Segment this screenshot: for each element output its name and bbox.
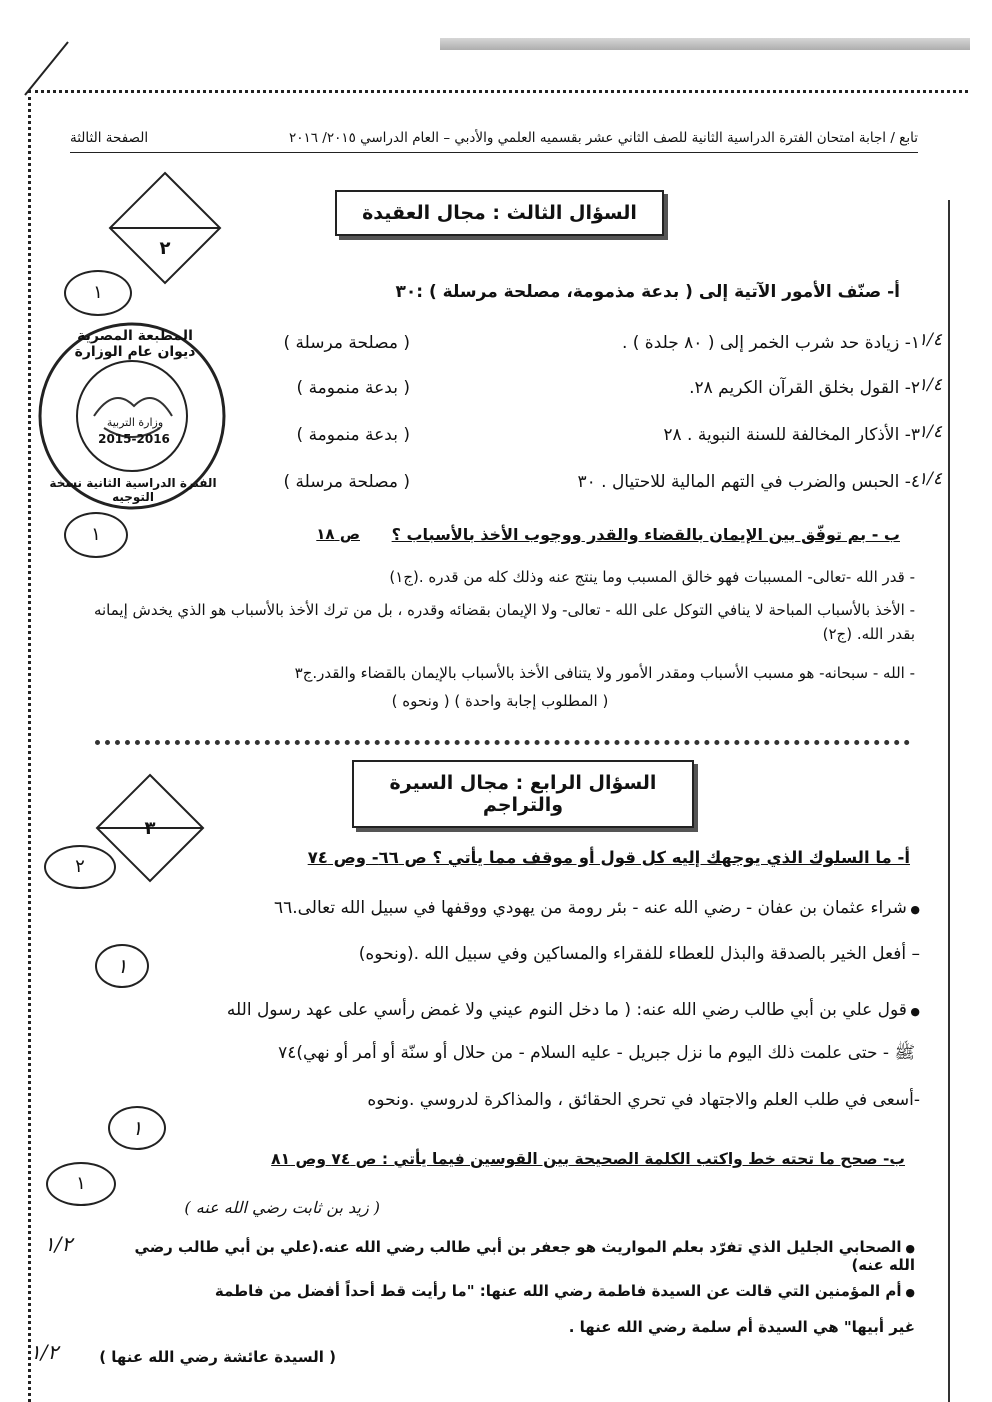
q3a-answer-2: ( بدعة منمومة )	[296, 378, 410, 398]
page-frame-left	[28, 90, 31, 1402]
q4b-mark-1: ١/٢	[44, 1232, 73, 1256]
q4a-line-4: ﷺ - حتى علمت ذلك اليوم ما نزل جبريل - عليه السلام - من حلال أو سنّة أو أمر أو نهي)٧٤	[278, 1043, 915, 1063]
header-title: تابع / اجابة امتحان الفترة الدراسية الثانية للصف الثاني عشر بقسميه العلمي والأدبي – العام الدراسي ٢٠١٥/ ٢٠١٦	[288, 130, 918, 146]
q4b-item-2: ● أم المؤمنين التي قالت عن السيدة فاطمة رضي الله عنها: "ما رأيت قط أحداً أفضل من فاطمة	[90, 1282, 915, 1300]
q3b-answer-2: - الأخذ بالأسباب المباحة لا ينافي التوكل على الله - تعالى- ولا الإيمان بقضائه وقدره ، بل من ترك الأخذ بالأسباب هو الذي يخدش إيمانه بقدر الله. (ج٢)	[93, 601, 915, 643]
page-frame-top	[28, 90, 968, 93]
q4-diamond-value: ٣	[144, 818, 156, 839]
q3-score-top: ١	[64, 270, 132, 316]
stamp-inner-text: الفترة الدراسية الثانية نسخة التوجيه	[49, 476, 217, 504]
q4a-line-2: – أفعل الخير بالصدقة والبذل للعطاء للفقراء والمساكين وفي سبيل الله .(ونحوه)	[358, 944, 920, 964]
q4a-hand-mark-2: ١	[108, 1106, 166, 1150]
q3b-prompt: ب - بم توفّق بين الإيمان بالقضاء والقدر ووجوب الأخذ بالأسباب ؟	[391, 525, 900, 544]
q3b-page-ref: ص ١٨	[316, 525, 360, 543]
q4b-score: ١	[46, 1162, 116, 1206]
q3a-item-2: ٢- القول بخلق القرآن الكريم ٢٨.	[689, 378, 920, 398]
q4b-item-2-answer: ( السيدة عائشة رضي الله عنها )	[99, 1348, 336, 1366]
q3a-answer-4: ( مصلحة مرسلة )	[283, 472, 410, 492]
q3b-answer-1: - قدر الله -تعالى- المسببات فهو خالق المسبب وما ينتج عنه وذلك كله من قدره .(ج١)	[389, 568, 915, 586]
q3a-mark-4: ١/٤	[918, 469, 942, 489]
stamp-center-text: وزارة التربية	[106, 416, 164, 429]
q4-title: السؤال الرابع : مجال السيرة والتراجم	[352, 760, 694, 828]
q4b-item-1: ● الصحابي الجليل الذي تفرّد بعلم المواريث هو جعفر بن أبي طالب رضي الله عنه.(علي بن أبي طالب رضي الله عنه)	[105, 1238, 915, 1274]
page-frame-right	[948, 200, 950, 1402]
stamp-year: 2015-2016	[98, 432, 170, 446]
q4b-handwritten-answer: ( زيد بن ثابت رضي الله عنه )	[184, 1198, 380, 1217]
q3b-answer-3: - الله - سبحانه- هو مسبب الأسباب ومقدر الأمور ولا يتنافى الأخذ بالأسباب بالإيمان بالقضاء والقدر.ج٣	[294, 664, 915, 682]
q3-title: السؤال الثالث : مجال العقيدة	[335, 190, 664, 236]
q4a-score: ٢	[44, 845, 116, 889]
q3-diamond-score	[105, 168, 225, 288]
page-label: الصفحة الثالثة	[70, 130, 149, 146]
q4a-line-3: ● قول علي بن أبي طالب رضي الله عنه: ( ما دخل النوم عيني ولا غمض رأسي على عهد رسول الله	[70, 1000, 920, 1020]
q4a-line-5: -أسعى في طلب العلم والاجتهاد في تحري الحقائق ، والمذاكرة لدروسي .ونحوه	[367, 1090, 920, 1110]
q3a-item-3: ٣- الأذكار المخالفة للسنة النبوية . ٢٨	[663, 425, 920, 445]
q4a-hand-mark-1: ١	[95, 944, 149, 988]
q4b-prompt: ب- صحح ما تحته خط واكتب الكلمة الصحيحة بين القوسين فيما يأتي : ص ٧٤ وص ٨١	[271, 1150, 905, 1168]
q3a-prompt: أ- صنّف الأمور الآتية إلى ( بدعة مذمومة، مصلحة مرسلة ) :٣٠	[395, 282, 900, 302]
q4b-mark-2: ١/٢	[30, 1340, 59, 1364]
q3a-item-4: ٤- الحبس والضرب في التهم المالية للاحتيال . ٣٠	[577, 472, 920, 492]
q3a-mark-2: ١/٤	[918, 375, 942, 395]
q3a-item-1: ١- زيادة حد شرب الخمر إلى ( ٨٠ جلدة ) .	[621, 333, 920, 353]
q3a-answer-3: ( بدعة منمومة )	[296, 425, 410, 445]
q4a-line-1: ● شراء عثمان بن عفان - رضي الله عنه - بئر رومة من يهودي ووقفها في سبيل الله تعالى.٦٦	[100, 898, 920, 918]
q4a-prompt: أ- ما السلوك الذي يوجهك إليه كل قول أو موقف مما يأتي ؟ ص ٦٦- وص ٧٤	[307, 848, 910, 867]
stamp-outer-text: المطبعة المصرية ديوان عام الوزارة	[74, 328, 196, 360]
q3b-answer-note: ( المطلوب إجابة واحدة ) ( ونحوه )	[391, 692, 609, 710]
q3a-answer-1: ( مصلحة مرسلة )	[283, 333, 410, 353]
scan-artifact-bar	[440, 38, 970, 50]
q4b-item-2-cont: غير أبيها" هي السيدة أم سلمة رضي الله عنها .	[568, 1318, 915, 1336]
q3a-mark-3: ١/٤	[918, 422, 942, 442]
section-divider	[95, 740, 910, 745]
page-header	[70, 130, 918, 153]
q3-score-bottom: ١	[64, 512, 128, 558]
q3-diamond-value: ٢	[159, 238, 171, 259]
q3a-mark-1: ١/٤	[918, 330, 942, 350]
